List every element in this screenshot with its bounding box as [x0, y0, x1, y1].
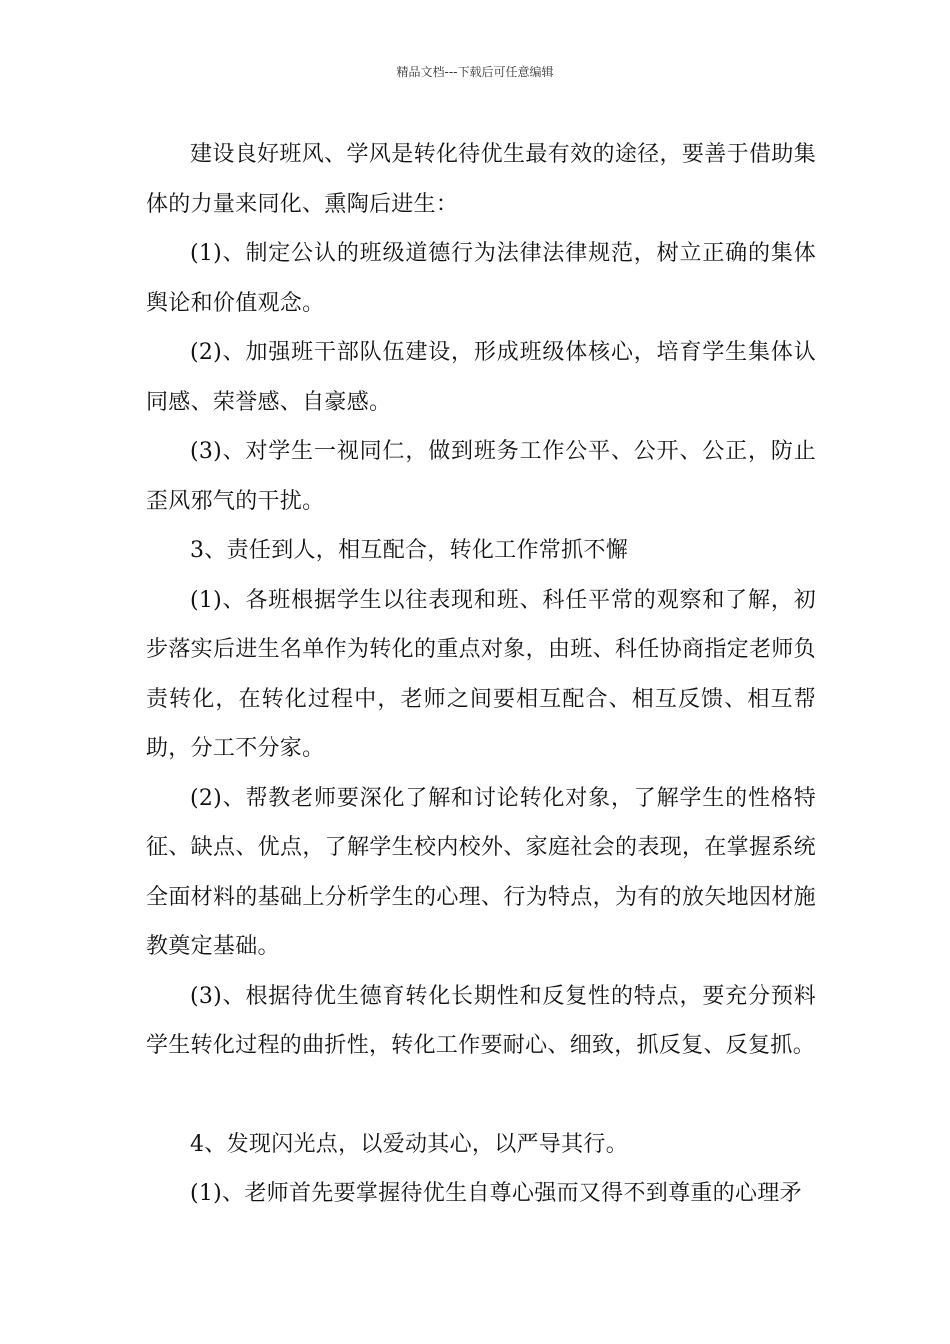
paragraph-3-item-2: (2)、帮教老师要深化了解和讨论转化对象，了解学生的性格特征、缺点、优点，了解学生校内校外、家庭社会的表现，在掌握系统全面材料的基础上分析学生的心理、行为特点，为有的放矢地因材施教奠定基础。	[146, 785, 816, 959]
section-heading-3: 3、责任到人，相互配合，转化工作常抓不懈	[190, 538, 628, 563]
paragraph-item-2: (2)、加强班干部队伍建设，形成班级体核心，培育学生集体认同感、荣誉感、自豪感。	[146, 340, 816, 415]
paragraph-4-item-1: (1)、老师首先要掌握待优生自尊心强而又得不到尊重的心理矛	[190, 1181, 802, 1206]
paragraph-item-1: (1)、制定公认的班级道德行为法律法律规范，树立正确的集体舆论和价值观念。	[146, 241, 816, 316]
paragraph-3-item-1: (1)、各班根据学生以往表现和班、科任平常的观察和了解，初步落实后进生名单作为转化的重点对象，由班、科任协商指定老师负责转化，在转化过程中，老师之间要相互配合、相互反馈、相互帮助，分工不分家。	[146, 587, 816, 761]
page-header: 精品文档---下载后可任意编辑	[396, 65, 554, 79]
blank-line	[146, 1071, 816, 1120]
paragraph-3-item-3: (3)、根据待优生德育转化长期性和反复性的特点，要充分预料学生转化过程的曲折性，转化工作要耐心、细致，抓反复、反复抓。	[146, 983, 816, 1058]
section-heading-4: 4、发现闪光点，以爱动其心，以严导其行。	[190, 1131, 628, 1157]
document-body	[146, 130, 816, 1219]
paragraph-intro: 建设良好班风、学风是转化待优生最有效的途径，要善于借助集体的力量来同化、熏陶后进生：	[146, 142, 816, 217]
paragraph-item-3: (3)、对学生一视同仁，做到班务工作公平、公开、公正，防止歪风邪气的干扰。	[146, 439, 816, 514]
